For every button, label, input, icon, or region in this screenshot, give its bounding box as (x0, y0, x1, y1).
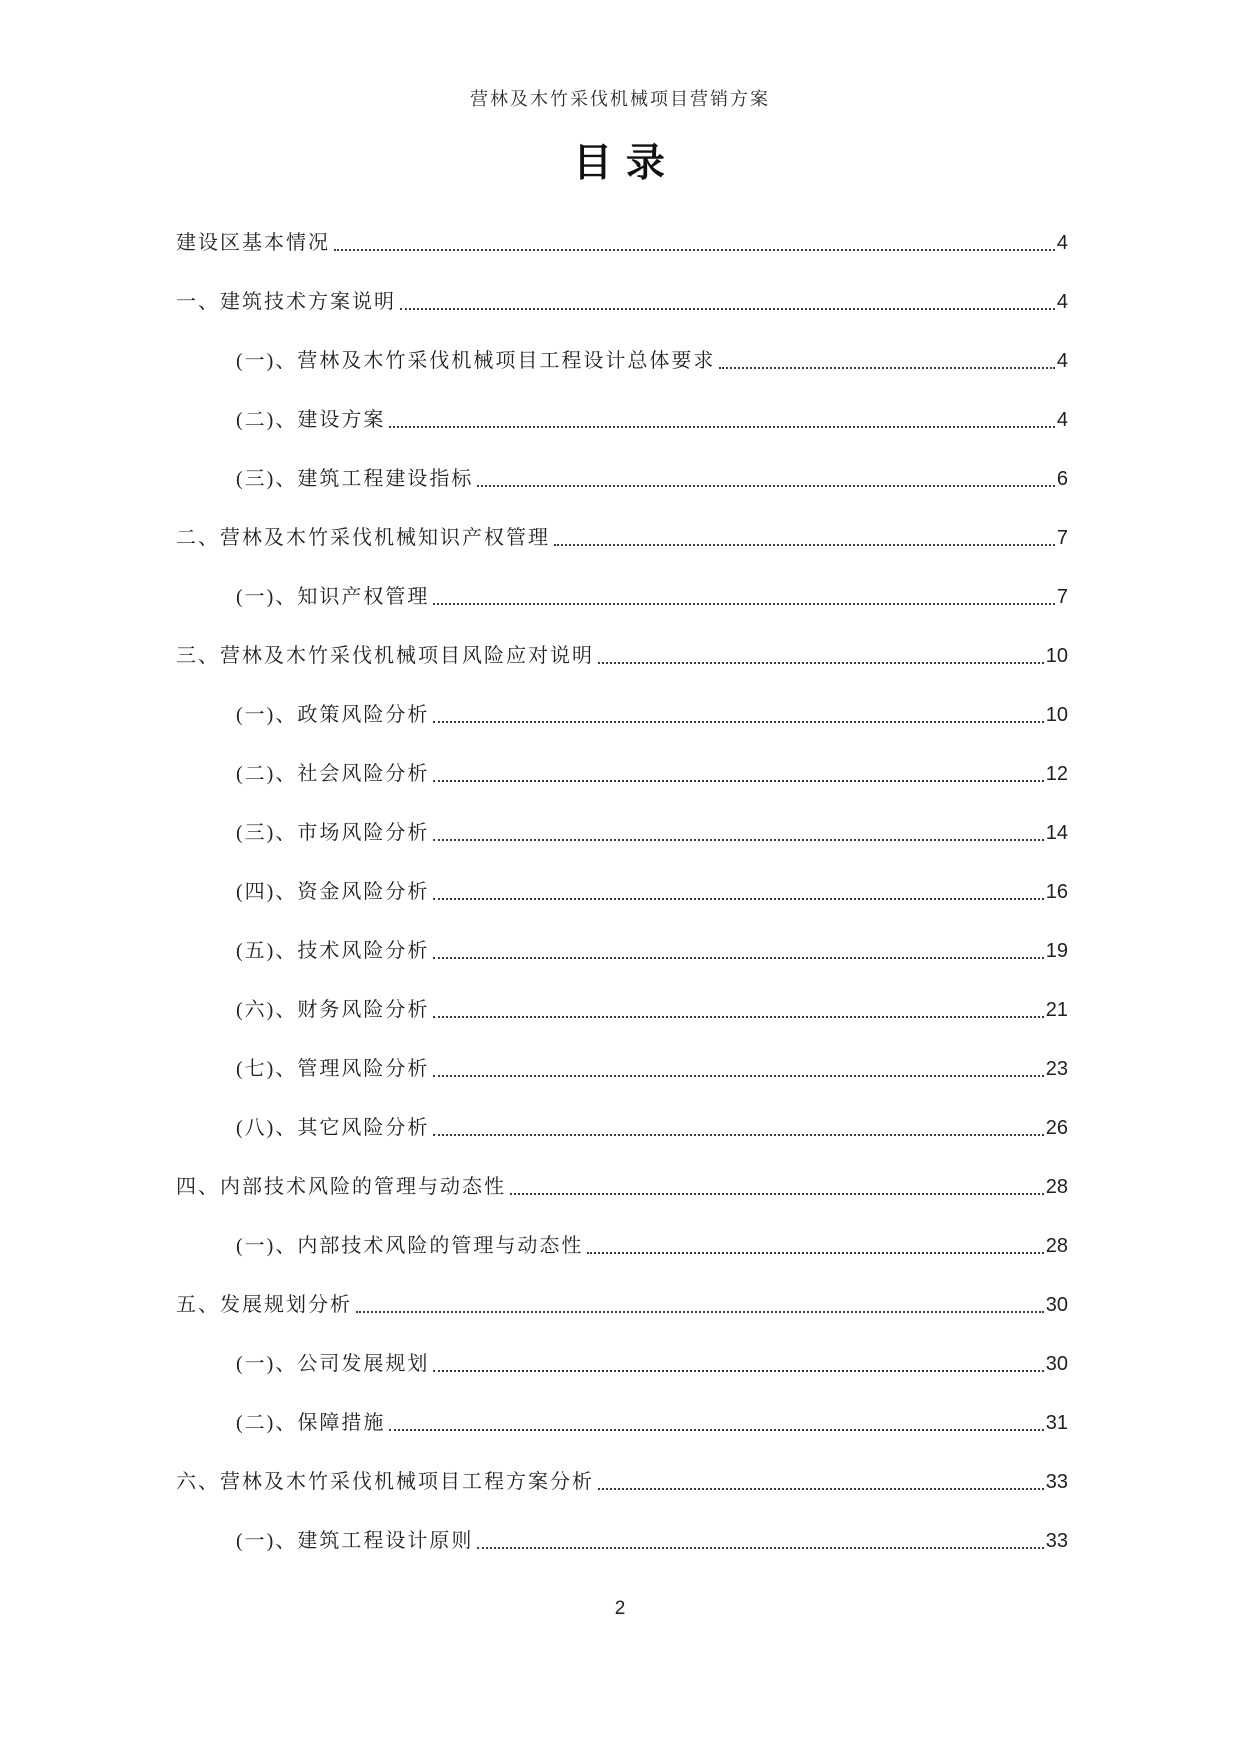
document-header-title: 营林及木竹采伐机械项目营销方案 (470, 89, 770, 109)
toc-entry-label: (二)、社会风险分析 (236, 763, 430, 785)
toc-entry-page: 26 (1045, 1117, 1068, 1139)
toc-entry-page: 12 (1045, 763, 1068, 785)
toc-entry-page: 28 (1045, 1176, 1068, 1198)
toc-entry-label: (一)、建筑工程设计原则 (236, 1530, 474, 1552)
toc-leader-dots (433, 721, 1043, 723)
toc-entry-page: 14 (1045, 822, 1068, 844)
toc-entry[interactable] (176, 1024, 1068, 1083)
toc-entry-page: 7 (1056, 586, 1068, 608)
toc-entry-label: 六、营林及木竹采伐机械项目工程方案分析 (176, 1471, 594, 1493)
toc-entry-label: (八)、其它风险分析 (236, 1117, 430, 1139)
toc-entry-page: 4 (1056, 291, 1068, 313)
toc-leader-dots (334, 249, 1055, 251)
toc-entry[interactable] (176, 906, 1068, 965)
toc-leader-dots (587, 1252, 1043, 1254)
toc-entry-page: 10 (1045, 645, 1068, 667)
toc-entry-page: 10 (1045, 704, 1068, 726)
toc-leader-dots (433, 1134, 1043, 1136)
toc-entry[interactable] (176, 729, 1068, 788)
toc-leader-dots (433, 603, 1055, 605)
toc-entry-label: (二)、保障措施 (236, 1412, 386, 1434)
toc-leader-dots (433, 1370, 1043, 1372)
toc-entry-label: 五、发展规划分析 (176, 1294, 352, 1316)
toc-entry-label: (一)、知识产权管理 (236, 586, 430, 608)
toc-leader-dots (719, 367, 1055, 369)
toc-leader-dots (400, 308, 1055, 310)
toc-leader-dots (477, 485, 1055, 487)
toc-entry[interactable] (176, 552, 1068, 611)
toc-entry-page: 4 (1056, 350, 1068, 372)
toc-entry[interactable] (176, 1260, 1068, 1319)
toc-entry[interactable] (176, 847, 1068, 906)
toc-entry-label: 四、内部技术风险的管理与动态性 (176, 1176, 506, 1198)
toc-entry[interactable] (176, 1496, 1068, 1555)
toc-entry-page: 16 (1045, 881, 1068, 903)
toc-entry-page: 21 (1045, 999, 1068, 1021)
toc-entry-label: (六)、财务风险分析 (236, 999, 430, 1021)
toc-entry-page: 4 (1056, 232, 1068, 254)
toc-leader-dots (477, 1547, 1043, 1549)
toc-leader-dots (389, 426, 1055, 428)
toc-entry-label: (一)、内部技术风险的管理与动态性 (236, 1235, 584, 1257)
toc-entry-page: 28 (1045, 1235, 1068, 1257)
toc-entry[interactable] (176, 1378, 1068, 1437)
toc-entry-label: (三)、建筑工程建设指标 (236, 468, 474, 490)
toc-entry-page: 4 (1056, 409, 1068, 431)
footer-page-number: 2 (614, 1598, 626, 1619)
toc-entry[interactable] (176, 316, 1068, 375)
toc-entry-page: 31 (1045, 1412, 1068, 1434)
toc-leader-dots (554, 544, 1055, 546)
toc-entry-label: (一)、公司发展规划 (236, 1353, 430, 1375)
toc-entry-page: 33 (1045, 1530, 1068, 1552)
toc-entry[interactable] (176, 1319, 1068, 1378)
page-title: 目 录 (573, 142, 667, 185)
toc-leader-dots (598, 1488, 1044, 1490)
toc-entry-label: (四)、资金风险分析 (236, 881, 430, 903)
toc-entry-label: (五)、技术风险分析 (236, 940, 430, 962)
toc-entry-label: 一、建筑技术方案说明 (176, 291, 396, 313)
toc-leader-dots (356, 1311, 1044, 1313)
toc-entry[interactable] (176, 1437, 1068, 1496)
toc-entry-page: 23 (1045, 1058, 1068, 1080)
toc-entry[interactable] (176, 611, 1068, 670)
toc-entry-label: (七)、管理风险分析 (236, 1058, 430, 1080)
toc-entry[interactable] (176, 198, 1068, 257)
toc-entry[interactable] (176, 493, 1068, 552)
toc-leader-dots (433, 898, 1043, 900)
toc-entry[interactable] (176, 375, 1068, 434)
toc-leader-dots (433, 957, 1043, 959)
toc-entry-label: 二、营林及木竹采伐机械知识产权管理 (176, 527, 550, 549)
toc-leader-dots (433, 839, 1043, 841)
toc-entry-label: 建设区基本情况 (176, 232, 330, 254)
toc-entry-page: 19 (1045, 940, 1068, 962)
toc-leader-dots (389, 1429, 1043, 1431)
toc-entry[interactable] (176, 670, 1068, 729)
toc-entry[interactable] (176, 1201, 1068, 1260)
toc-entry-page: 6 (1056, 468, 1068, 490)
toc-entry-label: 三、营林及木竹采伐机械项目风险应对说明 (176, 645, 594, 667)
toc-entry-label: (一)、营林及木竹采伐机械项目工程设计总体要求 (236, 350, 716, 372)
toc-entry-page: 7 (1056, 527, 1068, 549)
toc-entry[interactable] (176, 965, 1068, 1024)
toc-leader-dots (510, 1193, 1044, 1195)
toc-list (0, 198, 1240, 1555)
toc-entry[interactable] (176, 257, 1068, 316)
toc-entry-label: (二)、建设方案 (236, 409, 386, 431)
toc-entry-label: (一)、政策风险分析 (236, 704, 430, 726)
toc-leader-dots (433, 780, 1043, 782)
toc-entry-label: (三)、市场风险分析 (236, 822, 430, 844)
toc-entry-page: 30 (1045, 1294, 1068, 1316)
toc-leader-dots (433, 1075, 1043, 1077)
toc-leader-dots (433, 1016, 1043, 1018)
toc-leader-dots (598, 662, 1044, 664)
toc-entry[interactable] (176, 434, 1068, 493)
toc-entry[interactable] (176, 1083, 1068, 1142)
toc-entry-page: 30 (1045, 1353, 1068, 1375)
toc-entry[interactable] (176, 1142, 1068, 1201)
toc-entry-page: 33 (1045, 1471, 1068, 1493)
toc-entry[interactable] (176, 788, 1068, 847)
